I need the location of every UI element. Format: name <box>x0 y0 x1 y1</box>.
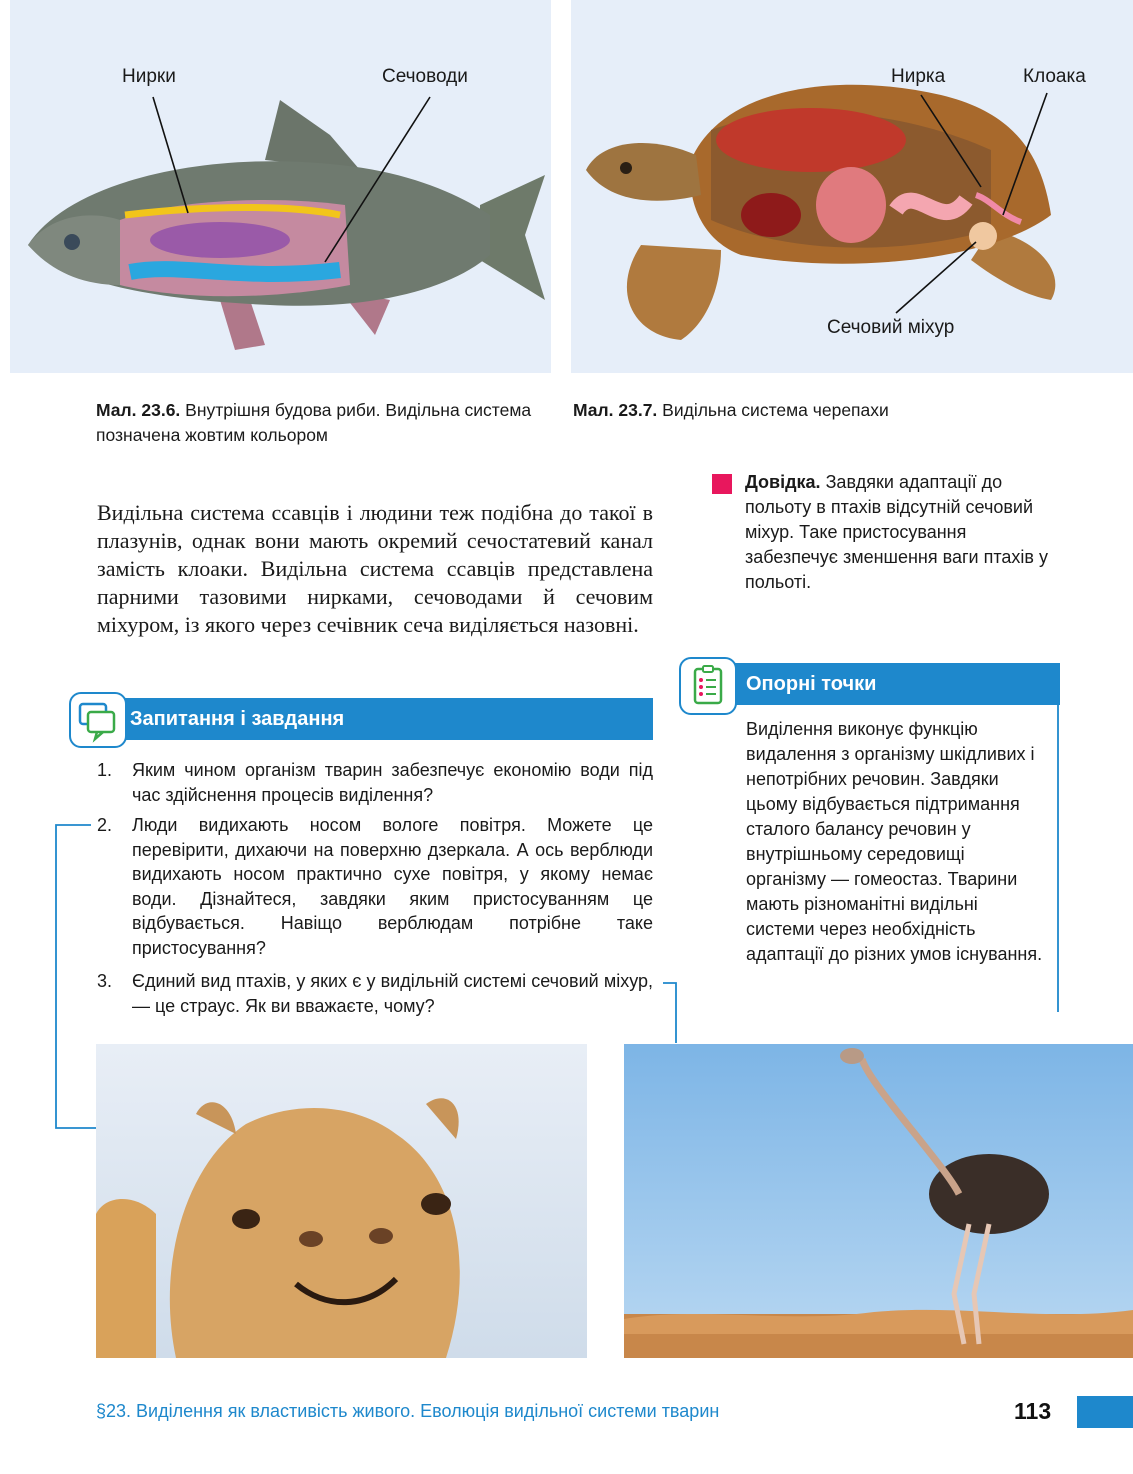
page-number: 113 <box>1014 1398 1052 1424</box>
question-1-text: Яким чином організм тварин забезпечує економію води під час здійснення процесів виділення? <box>132 760 653 805</box>
label-ureters: Сечоводи <box>382 66 468 87</box>
label-kidneys: Нирки <box>122 66 176 87</box>
question-3-number: 3. <box>97 971 113 991</box>
note-text: Завдяки адаптації до польоту в птахів відсутній сечовий міхур. Таке пристосування забезпечує зменшення ваги птахів у польоті. <box>745 472 1048 592</box>
page-tab <box>1077 1396 1133 1428</box>
note-title: Довідка. <box>745 472 821 492</box>
questions-title: Запитання і завдання <box>130 708 345 730</box>
checklist-icon <box>681 659 735 713</box>
ostrich-image <box>624 1044 1133 1358</box>
question-3-text: Єдиний вид птахів, у яких є у видільній системі сечовий міхур, — це страус. Як ви вважаєте, чому? <box>132 971 653 1016</box>
question-2-text: Люди видихають носом вологе повітря. Можете це перевірити, дихаючи на поверхню дзеркала. А ось верблюди видихають носом практично сухе повітря, у якому немає води. Дізнайтеся, завдяки яким пристосуванням це відбувається. Навіщо верблюдам потрібне таке пристосування? <box>132 815 653 958</box>
footer-running-title: §23. Виділення як властивість живого. Еволюція видільної системи тварин <box>96 1401 720 1421</box>
caption-turtle-text: Видільна система черепахи <box>657 400 889 420</box>
label-kidney: Нирка <box>891 66 946 87</box>
key-points-header <box>730 663 1060 705</box>
camel-image <box>96 1044 587 1358</box>
key-points-text: Виділення виконує функцію видалення з організму шкідливих і непотрібних речовин. Завдяки цьому відбувається підтримання сталого балансу речовин у внутрішньому середовищі організму — гомеостаз. Тварини мають різноманітні видільні системи через необхідність адаптації до різних умов існування. <box>746 719 1043 964</box>
main-paragraph: Видільна система ссавців і людини теж подібна до такої в плазунів, однак вони мають окремий сечостатевий канал замість клоаки. Видільна система ссавців представлена парними тазовими нирками, сечоводами й сечовим міхуром, із якого через сечівник сеча виділяється назовні. <box>97 500 653 637</box>
camel-photo <box>96 1044 587 1358</box>
key-points-title: Опорні точки <box>746 673 877 695</box>
label-cloaca: Клоака <box>1023 66 1086 87</box>
caption-fish-text: Внутрішня будова риби. Видільна система позначена жовтим кольором <box>96 400 532 445</box>
caption-fish-number: Мал. 23.6. <box>96 400 181 420</box>
question-2-number: 2. <box>97 815 113 835</box>
key-points-icon <box>679 657 737 715</box>
label-bladder: Сечовий міхур <box>827 317 955 338</box>
ostrich-photo <box>624 1044 1133 1358</box>
caption-turtle-number: Мал. 23.7. <box>573 400 658 420</box>
question-1-number: 1. <box>97 760 113 780</box>
